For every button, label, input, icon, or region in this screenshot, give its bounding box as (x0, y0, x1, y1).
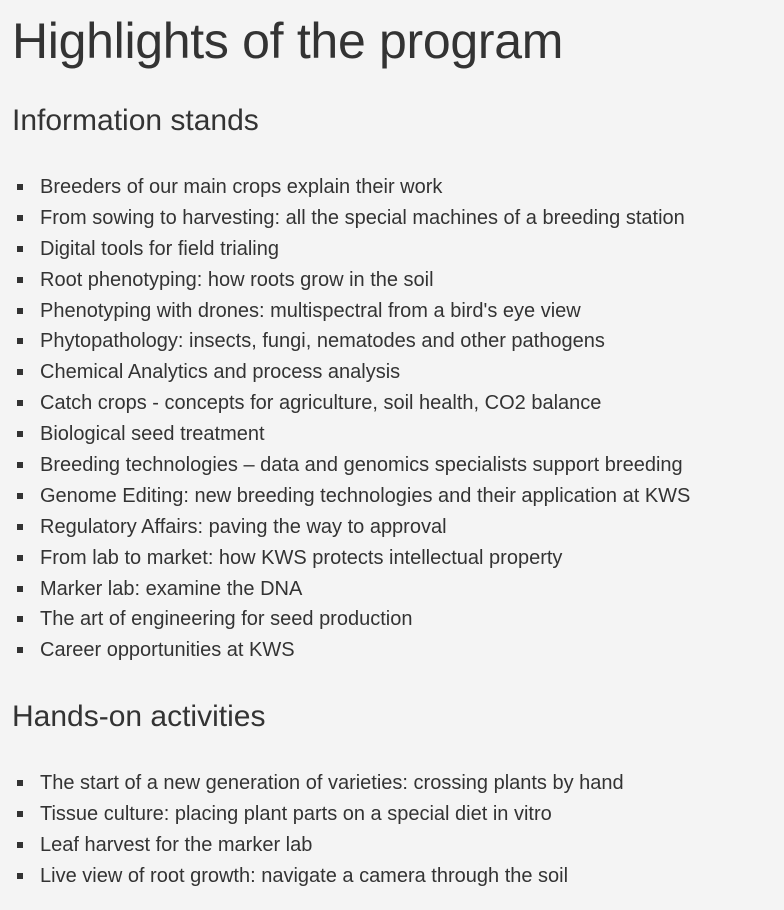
list-item (0, 861, 784, 892)
list-item (0, 172, 784, 203)
square-bullet-icon (17, 493, 23, 499)
square-bullet-icon (17, 277, 23, 283)
section-heading-hands-on-activities: Hands-on activities (12, 700, 266, 733)
list-item (0, 768, 784, 799)
list-item-text: Live view of root growth: navigate a camera through the soil (40, 864, 569, 887)
hands-on-activities-list (0, 768, 784, 892)
square-bullet-icon (17, 462, 23, 468)
square-bullet-icon (17, 586, 23, 592)
list-item-text: Marker lab: examine the DNA (40, 577, 303, 600)
list-item (0, 265, 784, 296)
list-item-text: Root phenotyping: how roots grow in the soil (40, 268, 434, 291)
list-item (0, 296, 784, 327)
list-item (0, 388, 784, 419)
list-item-text: The art of engineering for seed production (40, 608, 413, 631)
page-title: Highlights of the program (12, 13, 564, 69)
list-item (0, 574, 784, 605)
list-item-text: Catch crops - concepts for agriculture, soil health, CO2 balance (40, 392, 602, 415)
square-bullet-icon (17, 524, 23, 530)
square-bullet-icon (17, 215, 23, 221)
list-item-text: Chemical Analytics and process analysis (40, 361, 401, 384)
list-item-text: Tissue culture: placing plant parts on a special diet in vitro (40, 802, 552, 825)
list-item-text: Digital tools for field trialing (40, 237, 279, 260)
list-item (0, 481, 784, 512)
list-item (0, 604, 784, 635)
list-item (0, 234, 784, 265)
list-item-text: Biological seed treatment (40, 423, 265, 446)
square-bullet-icon (17, 338, 23, 344)
list-item-text: Genome Editing: new breeding technologies and their application at KWS (40, 484, 691, 507)
square-bullet-icon (17, 431, 23, 437)
square-bullet-icon (17, 616, 23, 622)
square-bullet-icon (17, 246, 23, 252)
list-item (0, 830, 784, 861)
square-bullet-icon (17, 873, 23, 879)
square-bullet-icon (17, 308, 23, 314)
square-bullet-icon (17, 647, 23, 653)
list-item-text: From sowing to harvesting: all the special machines of a breeding station (40, 206, 685, 229)
square-bullet-icon (17, 184, 23, 190)
list-item (0, 635, 784, 666)
list-item-text: Breeders of our main crops explain their work (40, 176, 443, 198)
list-item (0, 512, 784, 543)
list-item-text: Phytopathology: insects, fungi, nematodes and other pathogens (40, 330, 605, 353)
list-item (0, 357, 784, 388)
list-item-text: Leaf harvest for the marker lab (40, 833, 313, 856)
list-item (0, 450, 784, 481)
list-item-text: Phenotyping with drones: multispectral from a bird's eye view (40, 299, 581, 322)
list-item (0, 419, 784, 450)
section-heading-information-stands: Information stands (12, 104, 259, 137)
square-bullet-icon (17, 369, 23, 375)
square-bullet-icon (17, 811, 23, 817)
list-item (0, 326, 784, 357)
list-item (0, 203, 784, 234)
square-bullet-icon (17, 842, 23, 848)
information-stands-list (0, 172, 784, 666)
list-item-text: From lab to market: how KWS protects intellectual property (40, 546, 563, 569)
list-item (0, 799, 784, 830)
list-item-text: Breeding technologies – data and genomics specialists support breeding (40, 454, 683, 477)
list-item-text: Career opportunities at KWS (40, 639, 295, 662)
list-item (0, 543, 784, 574)
square-bullet-icon (17, 400, 23, 406)
square-bullet-icon (17, 555, 23, 561)
list-item-text: Regulatory Affairs: paving the way to approval (40, 515, 447, 538)
list-item-text: The start of a new generation of varieties: crossing plants by hand (40, 772, 624, 794)
square-bullet-icon (17, 780, 23, 786)
